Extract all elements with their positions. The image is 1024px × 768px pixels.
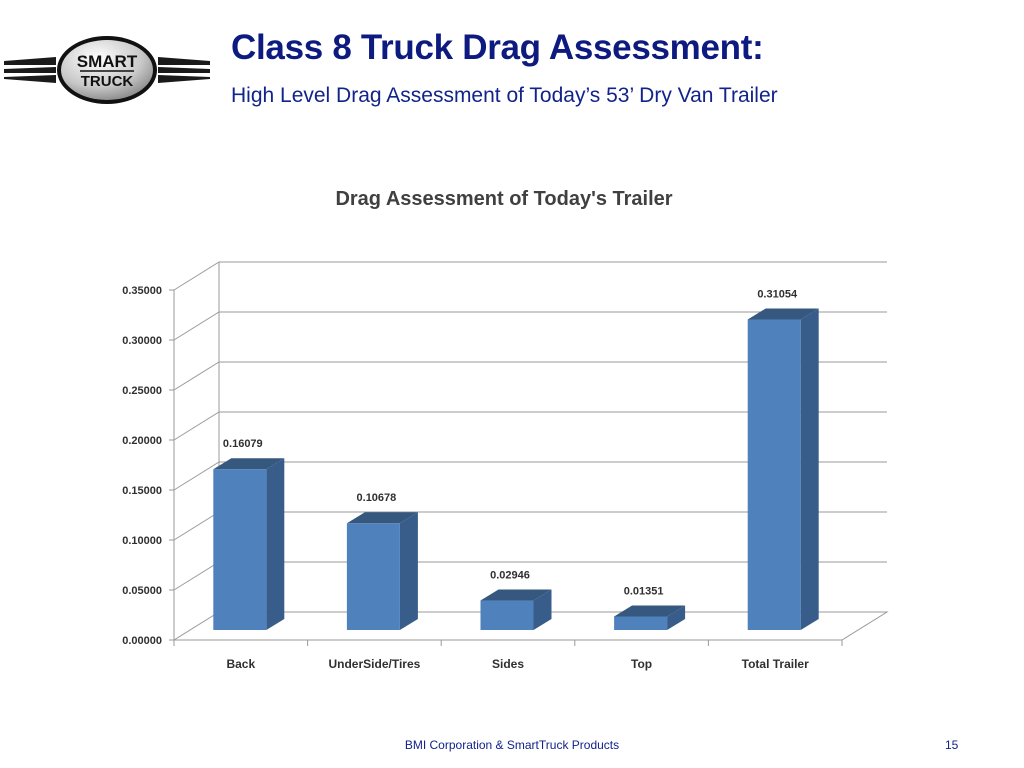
x-tick-label: Total Trailer <box>741 657 809 671</box>
bar <box>748 319 801 630</box>
bar <box>347 523 400 630</box>
y-tick-label: 0.15000 <box>122 485 162 497</box>
bar-side <box>400 512 418 630</box>
bar <box>614 616 667 630</box>
y-tick-label: 0.00000 <box>122 635 162 647</box>
bar-side <box>266 458 284 630</box>
x-tick-label: UnderSide/Tires <box>328 657 421 671</box>
logo-text-top: SMART <box>76 52 138 71</box>
page-number: 15 <box>945 738 959 752</box>
data-label: 0.16079 <box>222 438 263 451</box>
bar <box>213 469 266 630</box>
bar-side <box>801 308 819 630</box>
y-tick-label: 0.05000 <box>122 585 162 597</box>
x-tick-label: Back <box>226 657 256 671</box>
x-tick-label: Top <box>631 657 653 671</box>
data-label: 0.02946 <box>490 569 530 582</box>
slide-subtitle: High Level Drag Assessment of Today’s 53’ Dry Van Trailer <box>231 84 778 107</box>
y-tick-label: 0.25000 <box>122 385 162 397</box>
y-tick-label: 0.10000 <box>122 535 162 547</box>
data-label: 0.31054 <box>757 288 798 301</box>
footer-text: BMI Corporation & SmartTruck Products <box>404 738 620 752</box>
chart-title: Drag Assessment of Today's Trailer <box>335 188 673 210</box>
data-label: 0.10678 <box>356 492 397 505</box>
slide-title: Class 8 Truck Drag Assessment: <box>231 28 764 67</box>
gridline <box>174 262 887 290</box>
x-tick-label: Sides <box>491 657 525 671</box>
y-tick-label: 0.30000 <box>122 335 162 347</box>
y-tick-label: 0.20000 <box>122 435 162 447</box>
y-tick-label: 0.35000 <box>122 285 162 297</box>
data-label: 0.01351 <box>623 585 664 598</box>
bar <box>481 601 534 630</box>
logo-text-bottom: TRUCK <box>80 73 134 90</box>
